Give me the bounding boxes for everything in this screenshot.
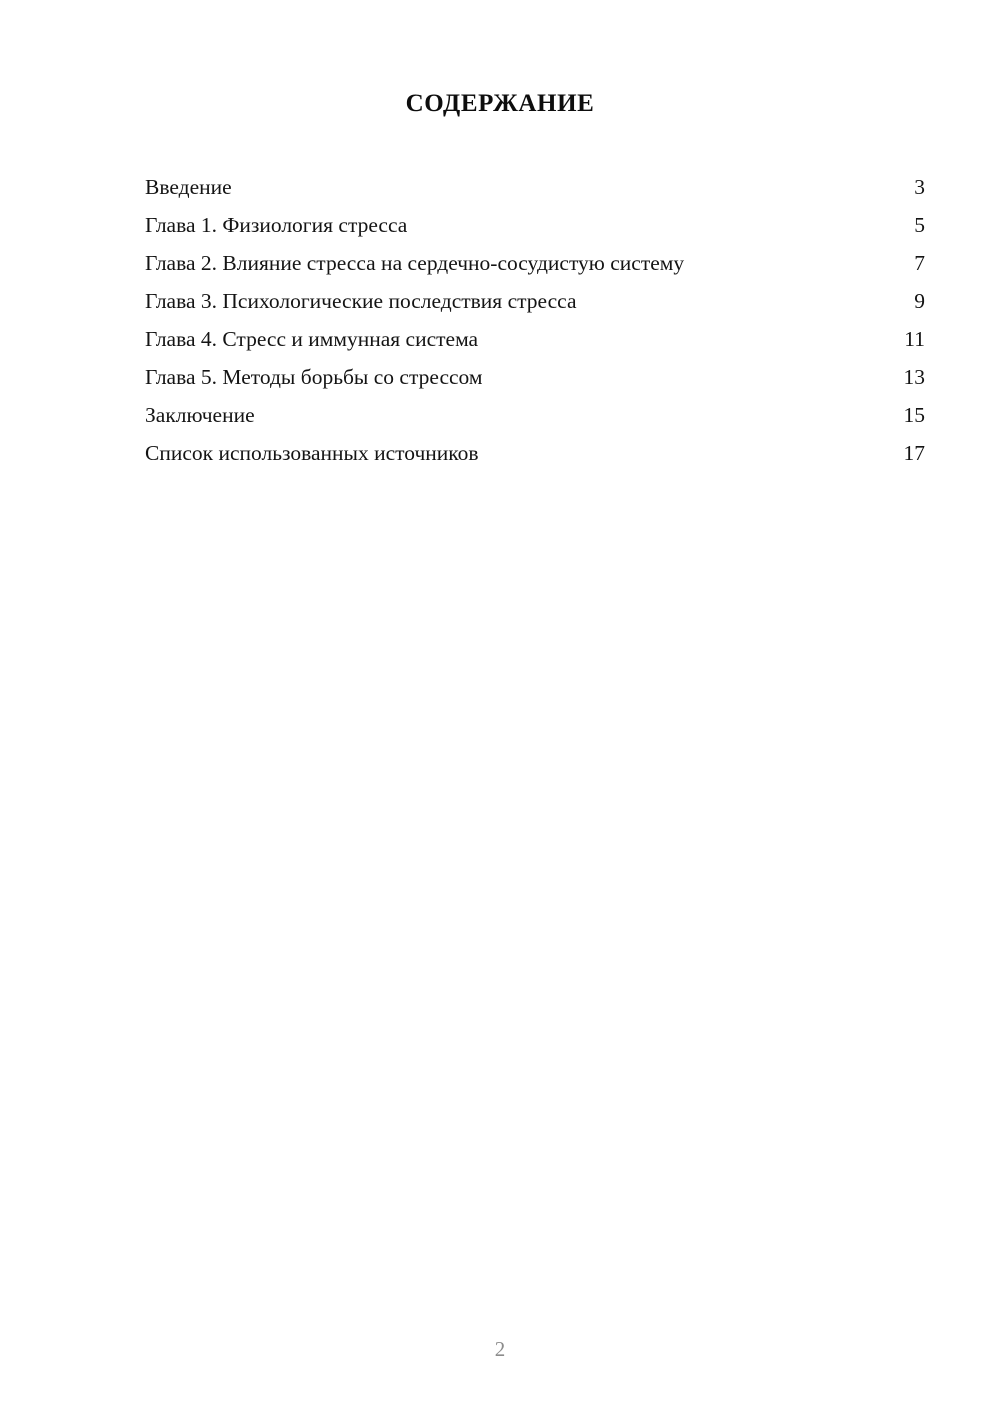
toc-entry-row[interactable]	[145, 358, 925, 396]
toc-entry-page-number: 13	[903, 365, 925, 389]
toc-entry-row[interactable]	[145, 168, 925, 206]
toc-entry-label: Глава 3. Психологические последствия стресса	[145, 289, 577, 313]
toc-entry-label: Список использованных источников	[145, 441, 479, 465]
toc-entry-page-number: 11	[904, 327, 925, 351]
toc-entry-row[interactable]	[145, 244, 925, 282]
toc-entry-label: Заключение	[145, 403, 255, 427]
toc-entry-row[interactable]	[145, 396, 925, 434]
toc-entry-label: Глава 1. Физиология стресса	[145, 213, 408, 237]
toc-entry-row[interactable]	[145, 282, 925, 320]
page-title: СОДЕРЖАНИЕ	[405, 90, 595, 117]
toc-entry-row[interactable]	[145, 206, 925, 244]
toc-entry-page-number: 3	[914, 175, 925, 199]
toc-entry-label: Глава 4. Стресс и иммунная система	[145, 327, 479, 351]
toc-entry-page-number: 9	[914, 289, 925, 313]
toc-entry-label: Глава 5. Методы борьбы со стрессом	[145, 365, 483, 389]
toc-entry-row[interactable]	[145, 434, 925, 472]
toc-entry-label: Введение	[145, 175, 232, 199]
toc-entry-page-number: 15	[903, 403, 925, 427]
toc-entry-page-number: 5	[914, 213, 925, 237]
toc-entry-page-number: 7	[914, 251, 925, 275]
toc-entry-row[interactable]	[145, 320, 925, 358]
toc-entry-label: Глава 2. Влияние стресса на сердечно-сосудистую систему	[145, 251, 685, 275]
footer-page-number: 2	[494, 1337, 506, 1361]
table-of-contents	[145, 168, 925, 472]
page-footer	[0, 1337, 1000, 1362]
toc-entry-page-number: 17	[903, 441, 925, 465]
